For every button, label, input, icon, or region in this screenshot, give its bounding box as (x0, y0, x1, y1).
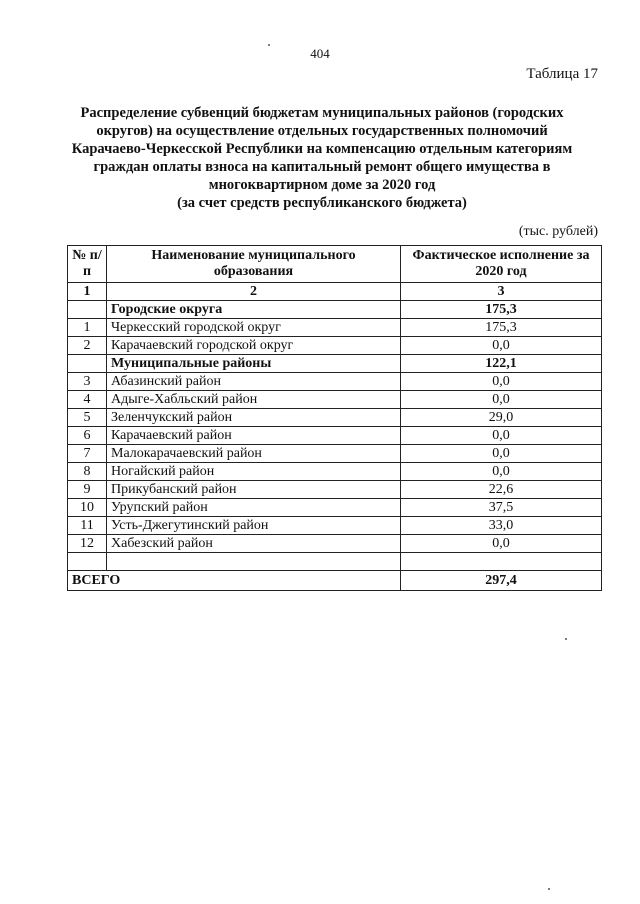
table-cell (107, 553, 401, 571)
row-num: 10 (68, 499, 107, 517)
row-name: Усть-Джегутинский район (107, 517, 401, 535)
title-line: округов) на осуществление отдельных государственных полномочий (96, 123, 548, 139)
table-row (68, 427, 602, 445)
row-value: 0,0 (401, 373, 602, 391)
title-line: граждан оплаты взноса на капитальный ремонт общего имущества в (93, 159, 551, 175)
page-number: 404 (310, 46, 330, 61)
header-name: Наименование муниципального образования (107, 246, 401, 283)
row-num: 9 (68, 481, 107, 499)
row-name: Карачаевский район (107, 427, 401, 445)
total-row (68, 571, 602, 591)
row-num: 12 (68, 535, 107, 553)
row-value: 29,0 (401, 409, 602, 427)
table-cell (401, 553, 602, 571)
col-number: 3 (401, 283, 602, 301)
row-name: Хабезский район (107, 535, 401, 553)
total-label: ВСЕГО (68, 571, 401, 591)
row-num: 4 (68, 391, 107, 409)
table-row (68, 535, 602, 553)
row-num: 3 (68, 373, 107, 391)
group-value: 122,1 (401, 355, 602, 373)
table-row (68, 481, 602, 499)
col-number: 2 (107, 283, 401, 301)
row-num: 7 (68, 445, 107, 463)
table-label: Таблица 17 (526, 66, 598, 82)
table-row (68, 319, 602, 337)
row-name: Малокарачаевский район (107, 445, 401, 463)
row-value: 0,0 (401, 463, 602, 481)
row-num: 5 (68, 409, 107, 427)
row-name: Адыге-Хабльский район (107, 391, 401, 409)
title-line: Распределение субвенций бюджетам муниципальных районов (городских (80, 105, 564, 121)
row-num: 6 (68, 427, 107, 445)
empty-row (68, 553, 602, 571)
table-cell (68, 553, 107, 571)
table-row (68, 463, 602, 481)
scan-speck (548, 888, 550, 890)
table-row (68, 445, 602, 463)
row-value: 0,0 (401, 445, 602, 463)
header-num: № п/п (68, 246, 107, 283)
title-line: многоквартирном доме за 2020 год (208, 177, 436, 193)
table-row (68, 391, 602, 409)
row-value: 175,3 (401, 319, 602, 337)
row-value: 0,0 (401, 535, 602, 553)
row-value: 0,0 (401, 391, 602, 409)
row-num: 11 (68, 517, 107, 535)
group-name: Городские округа (107, 301, 401, 319)
table-header-row (68, 246, 602, 283)
table-cell (68, 301, 107, 319)
row-value: 33,0 (401, 517, 602, 535)
row-name: Абазинский район (107, 373, 401, 391)
group-row (68, 355, 602, 373)
units-note: (тыс. рублей) (518, 224, 598, 239)
row-name: Зеленчукский район (107, 409, 401, 427)
scan-speck (268, 44, 270, 46)
group-name: Муниципальные районы (107, 355, 401, 373)
table-row (68, 337, 602, 355)
header-value: Фактическое исполнение за 2020 год (401, 246, 602, 283)
table-row (68, 373, 602, 391)
scan-speck (565, 638, 567, 640)
row-name: Прикубанский район (107, 481, 401, 499)
row-num: 2 (68, 337, 107, 355)
row-value: 37,5 (401, 499, 602, 517)
row-value: 22,6 (401, 481, 602, 499)
row-value: 0,0 (401, 337, 602, 355)
title-line: Карачаево-Черкесской Республики на компенсацию отдельным категориям (71, 141, 573, 157)
table-row (68, 499, 602, 517)
total-value: 297,4 (401, 571, 602, 591)
row-name: Урупский район (107, 499, 401, 517)
document-title (56, 104, 588, 212)
col-number: 1 (68, 283, 107, 301)
subvention-table (67, 245, 602, 591)
column-number-row (68, 283, 602, 301)
row-value: 0,0 (401, 427, 602, 445)
group-value: 175,3 (401, 301, 602, 319)
title-line: (за счет средств республиканского бюджета) (177, 195, 467, 211)
row-num: 1 (68, 319, 107, 337)
table-row (68, 517, 602, 535)
row-name: Черкесский городской округ (107, 319, 401, 337)
table-cell (68, 355, 107, 373)
group-row (68, 301, 602, 319)
row-name: Ногайский район (107, 463, 401, 481)
table-row (68, 409, 602, 427)
row-name: Карачаевский городской округ (107, 337, 401, 355)
row-num: 8 (68, 463, 107, 481)
